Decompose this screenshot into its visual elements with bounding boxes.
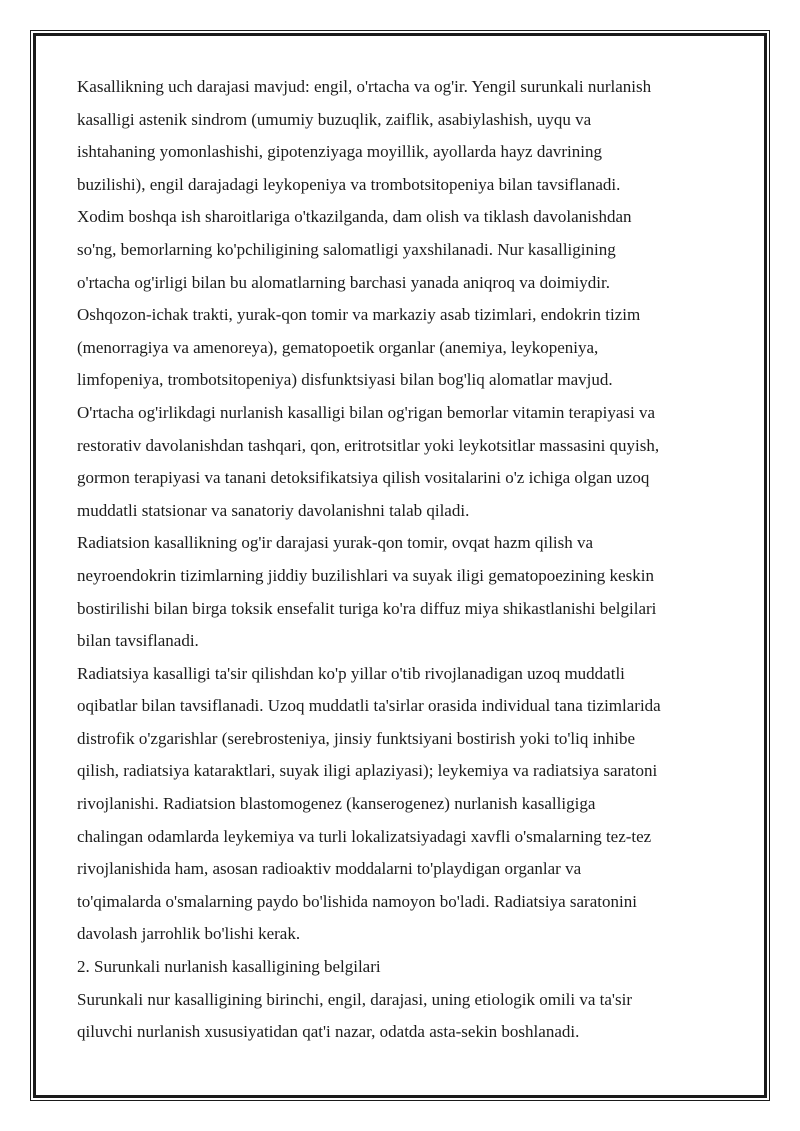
text-line: Xodim boshqa ish sharoitlariga o'tkazilganda, dam olish va tiklash davolanishdan <box>77 207 632 227</box>
text-line: muddatli statsionar va sanatoriy davolanishni talab qiladi. <box>77 500 470 520</box>
text-line: neyroendokrin tizimlarning jiddiy buzilishlari va suyak iligi gematopoezining keskin <box>77 565 654 585</box>
text-line: restorativ davolanishdan tashqari, qon, eritrotsitlar yoki leykotsitlar massasini quyish, <box>77 435 660 455</box>
text-line: qiluvchi nurlanish xususiyatidan qat'i nazar, odatda asta-sekin boshlanadi. <box>77 1022 580 1042</box>
text-line: chalingan odamlarda leykemiya va turli lokalizatsiyadagi xavfli o'smalarning tez-tez <box>77 826 652 846</box>
text-line: limfopeniya, trombotsitopeniya) disfunktsiyasi bilan bog'liq alomatlar mavjud. <box>77 370 613 390</box>
text-line: ishtahaning yomonlashishi, gipotenziyaga moyillik, ayollarda hayz davrining <box>77 142 602 162</box>
text-line: o'rtacha og'irligi bilan bu alomatlarning barchasi yanada aniqroq va doimiydir. <box>77 272 610 292</box>
text-line: rivojlanishi. Radiatsion blastomogenez (kanserogenez) nurlanish kasalligiga <box>77 794 596 814</box>
section-heading: 2. Surunkali nurlanish kasalligining belgilari <box>77 957 381 977</box>
text-line: buzilishi), engil darajadagi leykopeniya va trombotsitopeniya bilan tavsiflanadi. <box>77 174 621 194</box>
text-line: qilish, radiatsiya kataraktlari, suyak iligi aplaziyasi); leykemiya va radiatsiya saratoni <box>77 761 658 781</box>
text-line: gormon terapiyasi va tanani detoksifikatsiya qilish vositalarini o'z ichiga olgan uzoq <box>77 468 650 488</box>
text-line: (menorragiya va amenoreya), gematopoetik organlar (anemiya, leykopeniya, <box>77 337 599 357</box>
text-line: davolash jarrohlik bo'lishi kerak. <box>77 924 301 944</box>
text-line: O'rtacha og'irlikdagi nurlanish kasalligi bilan og'rigan bemorlar vitamin terapiyasi va <box>77 402 656 422</box>
text-line: Radiatsion kasallikning og'ir darajasi yurak-qon tomir, ovqat hazm qilish va <box>77 533 594 553</box>
text-line: bostirilishi bilan birga toksik ensefalit turiga ko'ra diffuz miya shikastlanishi belgilari <box>77 598 657 618</box>
text-line: Surunkali nur kasalligining birinchi, engil, darajasi, uning etiologik omili va ta'sir <box>77 989 632 1009</box>
text-line: oqibatlar bilan tavsiflanadi. Uzoq muddatli ta'sirlar orasida individual tana tizimlarida <box>77 696 661 716</box>
text-line: rivojlanishida ham, asosan radioaktiv moddalarni to'playdigan organlar va <box>77 859 582 879</box>
document-text <box>77 71 737 1049</box>
text-line: Oshqozon-ichak trakti, yurak-qon tomir va markaziy asab tizimlari, endokrin tizim <box>77 305 641 325</box>
text-line: so'ng, bemorlarning ko'pchiligining salomatligi yaxshilanadi. Nur kasalligining <box>77 239 616 259</box>
text-line: Radiatsiya kasalligi ta'sir qilishdan ko'p yillar o'tib rivojlanadigan uzoq muddatli <box>77 663 625 683</box>
text-line: Kasallikning uch darajasi mavjud: engil, o'rtacha va og'ir. Yengil surunkali nurlanish <box>77 77 652 96</box>
text-line: bilan tavsiflanadi. <box>77 631 199 651</box>
text-line: to'qimalarda o'smalarning paydo bo'lishida namoyon bo'ladi. Radiatsiya saratonini <box>77 891 637 911</box>
text-line: kasalligi astenik sindrom (umumiy buzuqlik, zaiflik, asabiylashish, uyqu va <box>77 109 592 129</box>
text-line: distrofik o'zgarishlar (serebrosteniya, jinsiy funktsiyani bostirish yoki to'liq inhibe <box>77 728 636 748</box>
